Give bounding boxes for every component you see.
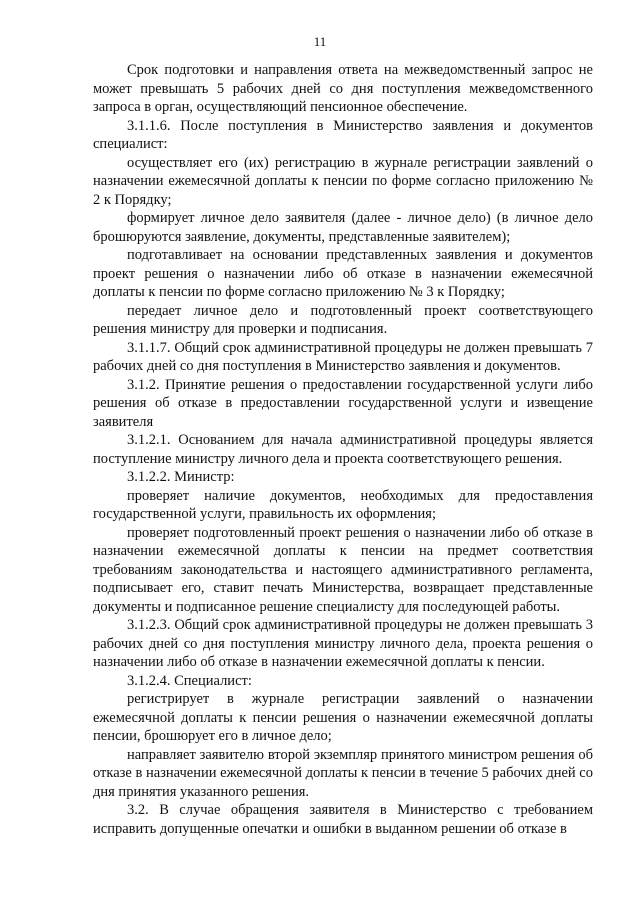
paragraph: 3.1.2.1. Основанием для начала административной процедуры является поступление министру личного дела и проекта соответствующего решения. — [93, 432, 593, 467]
paragraph: формирует личное дело заявителя (далее - личное дело) (в личное дело брошюруются заявление, документы, представленные заявителем); — [93, 210, 593, 245]
paragraph: передает личное дело и подготовленный проект соответствующего решения министру для проверки и подписания. — [93, 302, 593, 337]
paragraph: 3.1.2.3. Общий срок административной процедуры не должен превышать 3 рабочих дней со дня поступления министру личного дела, проекта решения о назначении либо об отказе в назначении ежемесячной доплаты к пенсии. — [93, 617, 593, 670]
paragraph: проверяет подготовленный проект решения о назначении либо об отказе в назначении ежемесячной доплаты к пенсии на предмет соответствия требованиям законодательства и настоящего административного регламента, подписывает его, ставит печать Министерства, возвращает представленные документы и подписанное решение специалисту для последующей работы. — [93, 524, 593, 615]
paragraph: 3.1.1.7. Общий срок административной процедуры не должен превышать 7 рабочих дней со дня поступления в Министерство заявления и документов. — [93, 339, 593, 374]
paragraph: проверяет наличие документов, необходимых для предоставления государственной услуги, правильность их оформления; — [93, 487, 593, 522]
paragraph: 3.1.2.2. Министр: — [127, 469, 235, 485]
paragraph: направляет заявителю второй экземпляр принятого министром решения об отказе в назначении ежемесячной доплаты к пенсии в течение 5 рабочих дней со дня принятия указанного решения. — [93, 746, 593, 800]
document-body — [93, 61, 593, 838]
paragraph: регистрирует в журнале регистрации заявлений о назначении ежемесячной доплаты к пенсии решения о назначении ежемесячной доплаты пенсии, брошюрует его в личное дело; — [93, 691, 593, 744]
page-number: 11 — [313, 34, 327, 49]
paragraph: осуществляет его (их) регистрацию в журнале регистрации заявлений о назначении ежемесячной доплаты к пенсии по форме согласно приложению № 2 к Порядку; — [93, 154, 593, 208]
paragraph: Срок подготовки и направления ответа на межведомственный запрос не может превышать 5 рабочих дней со дня поступления межведомственного запроса в орган, осуществляющий пенсионное обеспечение. — [93, 62, 593, 115]
paragraph: 3.1.1.6. После поступления в Министерство заявления и документов специалист: — [93, 117, 593, 152]
paragraph: 3.1.2.4. Специалист: — [127, 672, 252, 689]
paragraph: подготавливает на основании представленных заявления и документов проект решения о назначении либо об отказе в назначении ежемесячной доплаты к пенсии по форме согласно приложению № 3 к Порядку; — [93, 247, 593, 300]
paragraph: 3.1.2. Принятие решения о предоставлении государственной услуги либо решения об отказе в предоставлении государственной услуги и извещение заявителя — [93, 376, 593, 430]
paragraph: 3.2. В случае обращения заявителя в Министерство с требованием исправить допущенные опечатки и ошибки в выданном решении об отказе в — [93, 802, 593, 837]
